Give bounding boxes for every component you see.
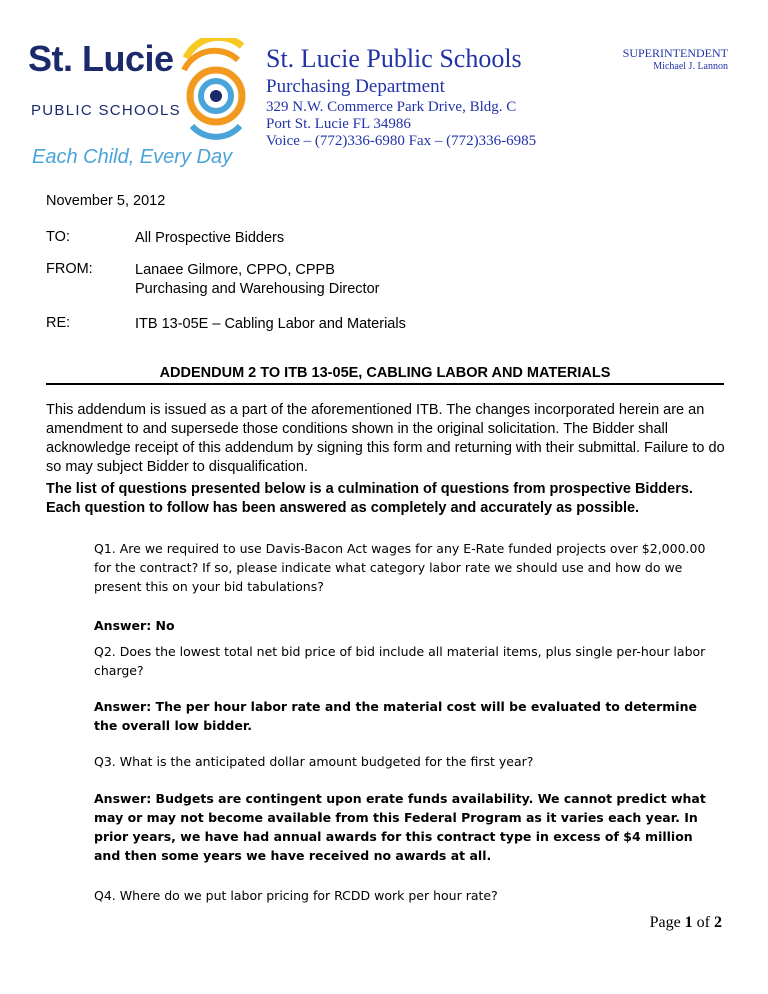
department-name: Purchasing Department [266, 76, 445, 97]
superintendent-title: SUPERINTENDENT [622, 46, 728, 60]
to-value: All Prospective Bidders [135, 230, 285, 246]
logo-subtitle: PUBLIC SCHOOLS [31, 102, 181, 119]
addendum-title: ADDENDUM 2 TO ITB 13-05E, CABLING LABOR AND MATERIALS [159, 365, 611, 381]
re-label: RE: [46, 315, 71, 331]
org-title: St. Lucie Public Schools [266, 44, 522, 73]
re-value: ITB 13-05E – Cabling Labor and Materials [135, 316, 406, 332]
district-logo [28, 38, 243, 178]
logo-name: St. Lucie [28, 38, 174, 79]
answer-1: Answer: No [94, 618, 175, 633]
question-4: Q4. Where do we put labor pricing for RCDD work per hour rate? [94, 888, 498, 903]
from-block [135, 261, 379, 299]
answer-3: Answer: Budgets are contingent upon erate funds availability. We cannot predict what may or may not become available from this Federal Program as it varies each year. In prior years, we have had annual awards for this contract type in excess of $4 million and then some years we have received no awards at all. [94, 791, 706, 863]
to-label: TO: [46, 229, 70, 245]
page-word: Page [649, 914, 681, 931]
superintendent-name: Michael J. Lannon [653, 61, 728, 72]
from-title: Purchasing and Warehousing Director [135, 281, 380, 297]
page-current: 1 [684, 914, 693, 931]
page-total: 2 [714, 914, 722, 931]
question-2: Q2. Does the lowest total net bid price of bid include all material items, plus single per-hour labor charge? [94, 644, 706, 678]
address-line-2: Port St. Lucie FL 34986 [266, 116, 411, 132]
question-3: Q3. What is the anticipated dollar amount budgeted for the first year? [94, 754, 534, 769]
memo-date: November 5, 2012 [46, 193, 166, 209]
page-number [650, 914, 722, 932]
question-1: Q1. Are we required to use Davis-Bacon Act wages for any E-Rate funded projects over $2,000.00 for the contract? If so, please indicate what category labor rate we should use and how do we present this on your bid tabulations? [94, 541, 706, 594]
of-word: of [696, 914, 710, 931]
address-line-1: 329 N.W. Commerce Park Drive, Bldg. C [266, 99, 517, 115]
intro-paragraph: This addendum is issued as a part of the aforementioned ITB. The changes incorporated herein are an amendment to and supersede those conditions shown in the original solicitation. The Bidder shall acknowledge receipt of this addendum by signing this form and returning with their submittal. Failure to do so may subject Bidder to disqualification. [46, 402, 725, 475]
title-divider [46, 383, 724, 385]
sun-logo-icon [178, 38, 248, 142]
org-address [266, 99, 536, 150]
culmination-paragraph: The list of questions presented below is a culmination of questions from prospective Bidders. Each question to follow has been answered as completely and accurately as possible. [46, 481, 693, 516]
logo-tagline: Each Child, Every Day [32, 146, 233, 168]
phone-fax-line: Voice – (772)336-6980 Fax – (772)336-6985 [266, 133, 537, 149]
answer-2: Answer: The per hour labor rate and the material cost will be evaluated to determine the overall low bidder. [94, 699, 697, 733]
from-label: FROM: [46, 261, 93, 277]
from-name: Lanaee Gilmore, CPPO, CPPB [135, 262, 335, 278]
